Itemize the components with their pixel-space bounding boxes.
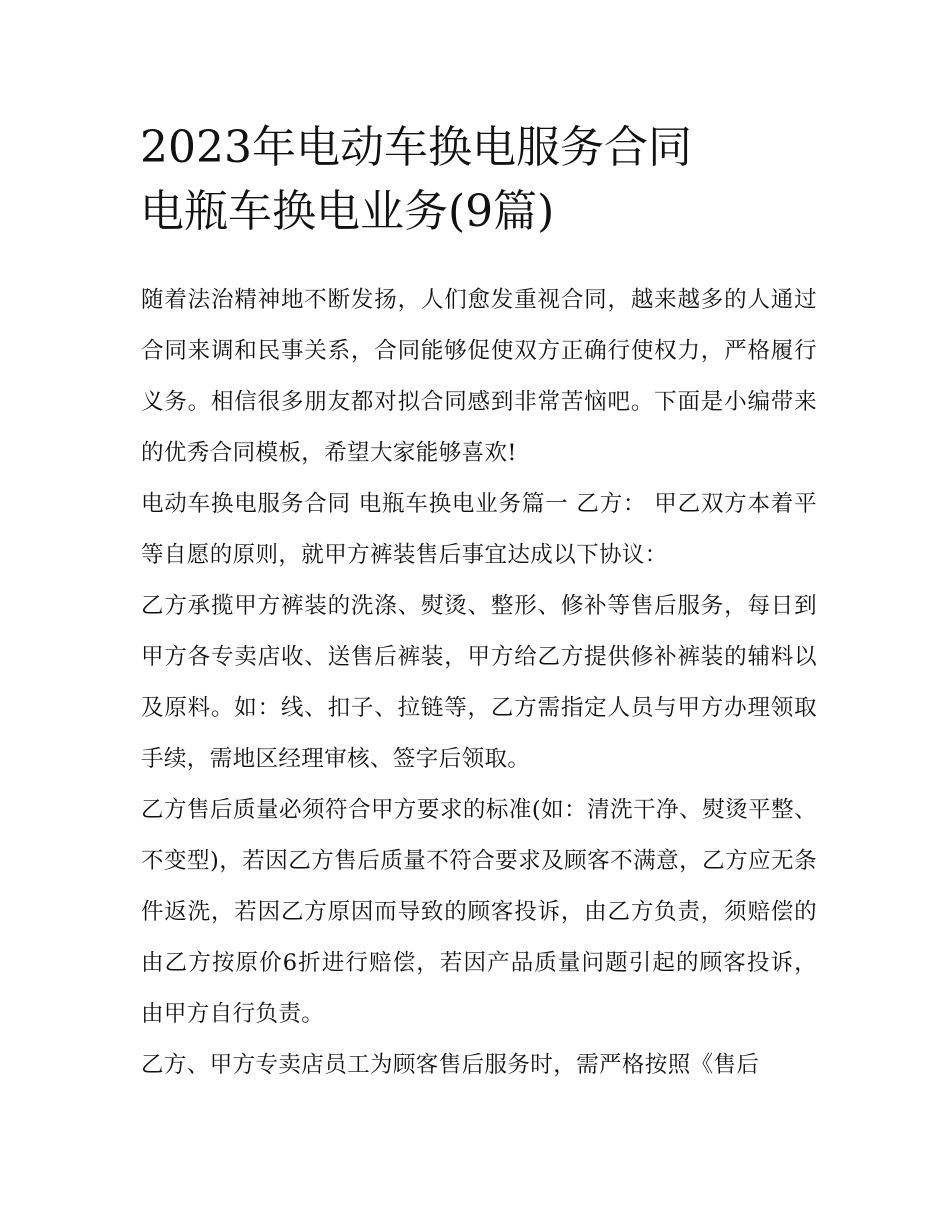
paragraph-procedure: 乙方、甲方专卖店员工为顾客售后服务时，需严格按照《售后 — [141, 1052, 760, 1078]
document-body — [141, 275, 817, 1091]
paragraph-section-one: 电动车换电服务合同 电瓶车换电业务篇一 乙方： 甲乙双方本着平等自愿的原则，就甲方裤装售后事宜达成以下协议： — [141, 491, 817, 568]
paragraph-service-scope: 乙方承揽甲方裤装的洗涤、熨烫、整形、修补等售后服务，每日到甲方各专卖店收、送售后裤装，甲方给乙方提供修补裤装的辅料以及原料。如：线、扣子、拉链等，乙方需指定人员与甲方办理领取手续，需地区经理审核、签字后领取。 — [141, 593, 817, 772]
paragraph-intro: 随着法治精神地不断发扬，人们愈发重视合同，越来越多的人通过合同来调和民事关系，合同能够促使双方正确行使权力，严格履行义务。相信很多朋友都对拟合同感到非常苦恼吧。下面是小编带来的优秀合同模板，希望大家能够喜欢! — [141, 287, 817, 466]
document-title — [140, 116, 820, 244]
title-line-2: 电瓶车换电业务(9篇) — [140, 186, 555, 237]
paragraph-quality: 乙方售后质量必须符合甲方要求的标准(如：清洗干净、熨烫平整、不变型)，若因乙方售后质量不符合要求及顾客不满意，乙方应无条件返洗，若因乙方原因而导致的顾客投诉，由乙方负责，须赔偿的由乙方按原价6折进行赔偿，若因产品质量问题引起的顾客投诉，由甲方自行负责。 — [141, 797, 817, 1027]
title-line-1: 2023年电动车换电服务合同 — [140, 122, 692, 173]
